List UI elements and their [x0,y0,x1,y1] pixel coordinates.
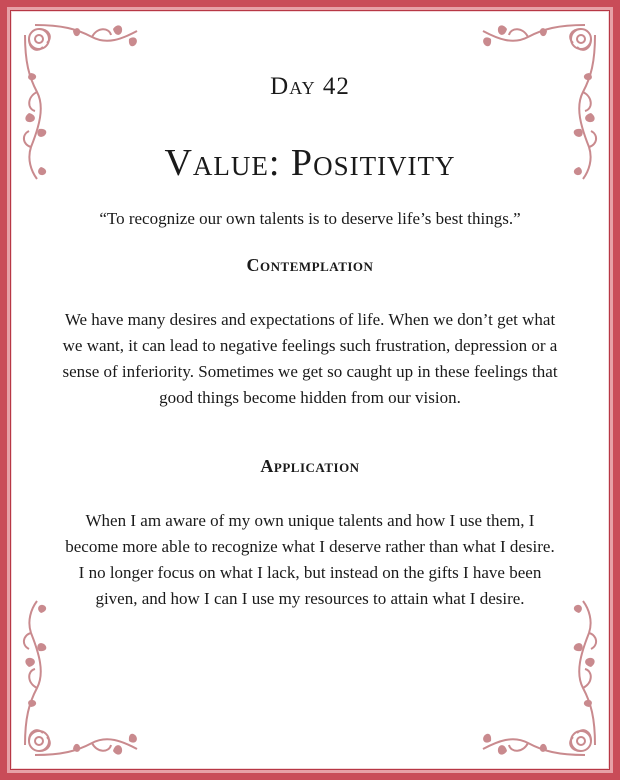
value-title: Value: Positivity [164,142,456,184]
application-heading: Application [260,456,360,476]
contemplation-heading: Contemplation [246,255,374,275]
page-sheet [10,10,610,770]
application-paragraph: When I am aware of my own unique talents and how I use them, I become more able to recognize what I deserve rather than what I desire. I no longer focus on what I lack, but instead on the gifts I have been given, and how I can I use my resources to attain what I desire. [65,511,555,608]
day-label: Day 42 [270,73,350,100]
quote-text: “To recognize our own talents is to deserve life’s best things.” [99,209,521,228]
contemplation-paragraph: We have many desires and expectations of life. When we don’t get what we want, it can lead to negative feelings such frustration, depression or a sense of inferiority. Sometimes we get so caught up in these feelings that good things become hidden from our vision. [62,310,558,407]
corner-flourish-icon [473,593,603,763]
frame-border [7,7,613,773]
corner-flourish-icon [17,593,147,763]
